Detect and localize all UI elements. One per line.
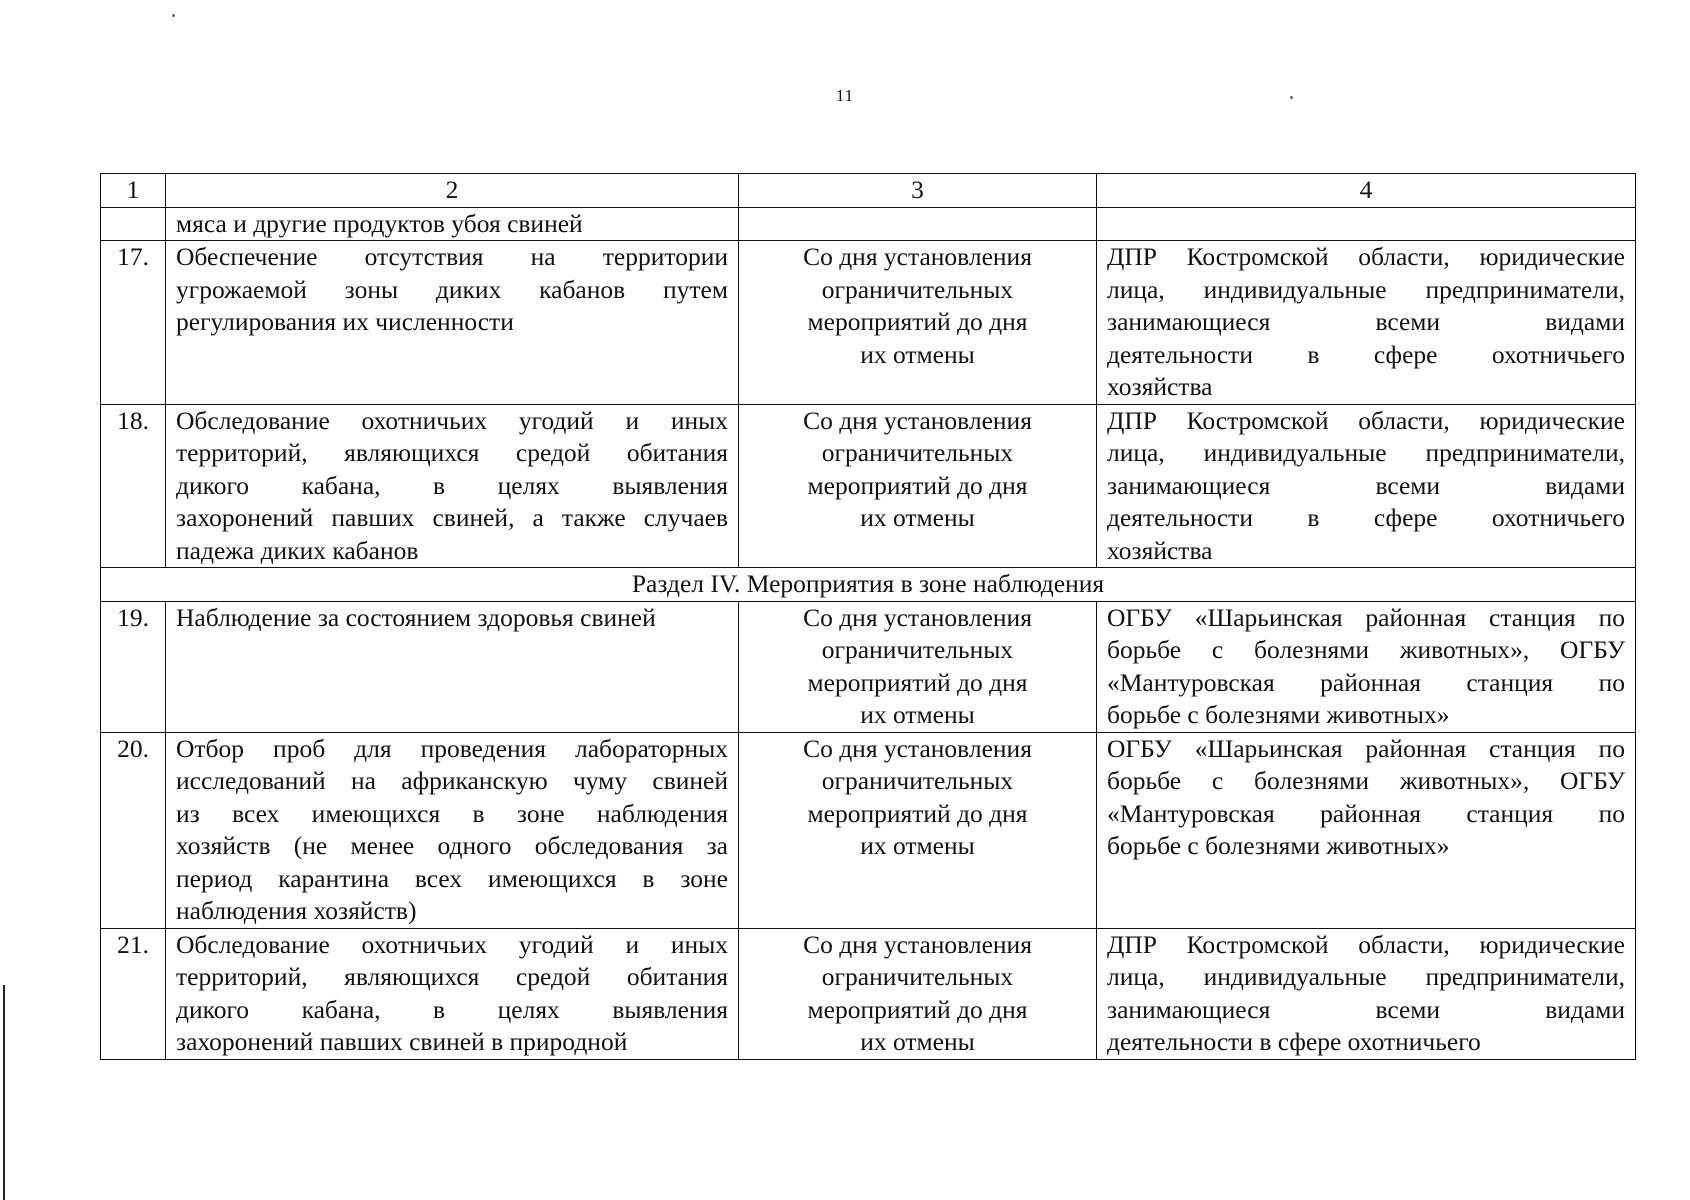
measure-line: захоронений павших свиней в природной (176, 1027, 628, 1056)
responsible-line: лица, индивидуальные предприниматели, (1107, 962, 1625, 991)
row-number-cell: 20. (101, 732, 166, 928)
table-row-19 (101, 601, 1636, 732)
measure-line: наблюдения хозяйств) (176, 896, 417, 925)
responsible-line: хозяйства (1107, 372, 1213, 401)
responsible-line: деятельности в сфере охотничьего (1107, 503, 1625, 532)
responsible-cell (1097, 241, 1636, 405)
responsible-line: ДПР Костромской области, юридические (1107, 242, 1625, 271)
table-row-20 (101, 732, 1636, 928)
measure-line: Отбор проб для проведения лабораторных (176, 733, 728, 763)
measure-line: падежа диких кабанов (176, 535, 419, 565)
responsible-line: борьбе с болезнями животных» (1107, 700, 1450, 729)
column-number-3: 3 (739, 174, 1097, 208)
responsible-line: борьбе с болезнями животных», ОГБУ (1107, 635, 1625, 664)
measure-line: дикого кабана, в целях выявления (176, 994, 728, 1024)
row-number-cell (101, 207, 166, 241)
deadline-line: их отмены (860, 503, 975, 532)
column-number-1: 1 (101, 174, 166, 208)
deadline-line: мероприятий до дня (807, 667, 1028, 697)
measure-line: территорий, являющихся средой обитания (176, 962, 728, 991)
responsible-line: занимающиеся всеми видами (1107, 994, 1625, 1024)
responsible-line: ДПР Костромской области, юридические (1107, 929, 1625, 959)
responsible-cell (1097, 404, 1636, 568)
deadline-line: мероприятий до дня (807, 307, 1028, 336)
measure-line: хозяйств (не менее одного обследования за (176, 831, 728, 860)
deadline-line: их отмены (860, 700, 975, 729)
deadline-line: ограничительных (821, 438, 1014, 467)
deadline-line: Со дня установления (803, 242, 1032, 271)
responsible-cell (1097, 928, 1636, 1059)
deadline-line: их отмены (860, 1027, 975, 1056)
measure-line: захоронений павших свиней, а также случаев (176, 503, 728, 532)
row-number-cell: 21. (101, 928, 166, 1059)
row-number-cell: 18. (101, 404, 166, 568)
measure-line: период карантина всех имеющихся в зоне (176, 863, 728, 893)
responsible-cell (1097, 601, 1636, 732)
responsible-line: ДПР Костромской области, юридические (1107, 405, 1625, 435)
deadline-line: ограничительных (821, 635, 1014, 664)
measure-line: Обеспечение отсутствия на территории (176, 242, 728, 271)
column-number-row (101, 174, 1636, 208)
deadline-line: Со дня установления (803, 733, 1032, 763)
section-row (101, 568, 1636, 602)
deadline-cell (739, 928, 1097, 1059)
deadline-cell (739, 732, 1097, 928)
row-number-cell: 19. (101, 601, 166, 732)
responsible-line: «Мантуровская районная станция по (1107, 798, 1625, 828)
deadline-line: Со дня установления (803, 602, 1032, 632)
responsible-cell (1097, 732, 1636, 928)
responsible-line: деятельности в сфере охотничьего (1107, 339, 1625, 369)
section-title: Раздел IV. Мероприятия в зоне наблюдения (101, 568, 1636, 602)
page-number: 11 (835, 86, 855, 105)
scan-speck (172, 14, 175, 17)
measure-line: угрожаемой зоны диких кабанов путем (176, 274, 728, 304)
responsible-line: «Мантуровская районная станция по (1107, 667, 1625, 697)
responsible-line: борьбе с болезнями животных» (1107, 831, 1450, 860)
continued-row (101, 207, 1636, 241)
table-row-17 (101, 241, 1636, 405)
deadline-line: Со дня установления (803, 405, 1032, 435)
table-row-21 (101, 928, 1636, 1059)
scan-speck (1290, 96, 1293, 99)
deadline-line: мероприятий до дня (807, 798, 1028, 828)
responsible-line: ОГБУ «Шарьинская районная станция по (1107, 602, 1625, 632)
measure-line: исследований на африканскую чуму свиней (176, 766, 728, 795)
deadline-cell (739, 404, 1097, 568)
deadline-line: ограничительных (821, 766, 1014, 795)
deadline-line: мероприятий до дня (807, 470, 1028, 500)
deadline-line: Со дня установления (803, 929, 1032, 959)
measure-line: из всех имеющихся в зоне наблюдения (176, 798, 728, 828)
table-row-18 (101, 404, 1636, 568)
measure-line: Обследование охотничьих угодий и иных (176, 405, 728, 435)
measures-table (100, 173, 1636, 1060)
measure-line: Обследование охотничьих угодий и иных (176, 929, 728, 959)
deadline-line: мероприятий до дня (807, 994, 1028, 1024)
row-number-cell: 17. (101, 241, 166, 405)
measure-cell (166, 601, 739, 732)
responsible-line: борьбе с болезнями животных», ОГБУ (1107, 766, 1625, 795)
deadline-cell (739, 207, 1097, 241)
column-number-2: 2 (166, 174, 739, 208)
deadline-line: их отмены (860, 339, 975, 369)
scan-edge-line (3, 985, 5, 1200)
measure-cell (166, 928, 739, 1059)
responsible-line: хозяйства (1107, 535, 1213, 565)
responsible-line: лица, индивидуальные предприниматели, (1107, 438, 1625, 467)
responsible-cell (1097, 207, 1636, 241)
measure-line: Наблюдение за состоянием здоровья свиней (176, 602, 656, 632)
measure-cell (166, 732, 739, 928)
deadline-cell (739, 241, 1097, 405)
column-number-4: 4 (1097, 174, 1636, 208)
measure-cell (166, 404, 739, 568)
deadline-line: их отмены (860, 831, 975, 860)
measure-cell (166, 207, 739, 241)
measure-line: дикого кабана, в целях выявления (176, 470, 728, 500)
responsible-line: ОГБУ «Шарьинская районная станция по (1107, 733, 1625, 763)
responsible-line: деятельности в сфере охотничьего (1107, 1027, 1481, 1056)
measure-cell (166, 241, 739, 405)
deadline-line: ограничительных (821, 962, 1014, 991)
measure-line: территорий, являющихся средой обитания (176, 438, 728, 467)
responsible-line: занимающиеся всеми видами (1107, 470, 1625, 500)
deadline-line: ограничительных (821, 274, 1014, 304)
measure-line: мяса и другие продуктов убоя свиней (176, 208, 583, 238)
responsible-line: занимающиеся всеми видами (1107, 307, 1625, 336)
measure-line: регулирования их численности (176, 307, 514, 336)
responsible-line: лица, индивидуальные предприниматели, (1107, 274, 1625, 304)
deadline-cell (739, 601, 1097, 732)
